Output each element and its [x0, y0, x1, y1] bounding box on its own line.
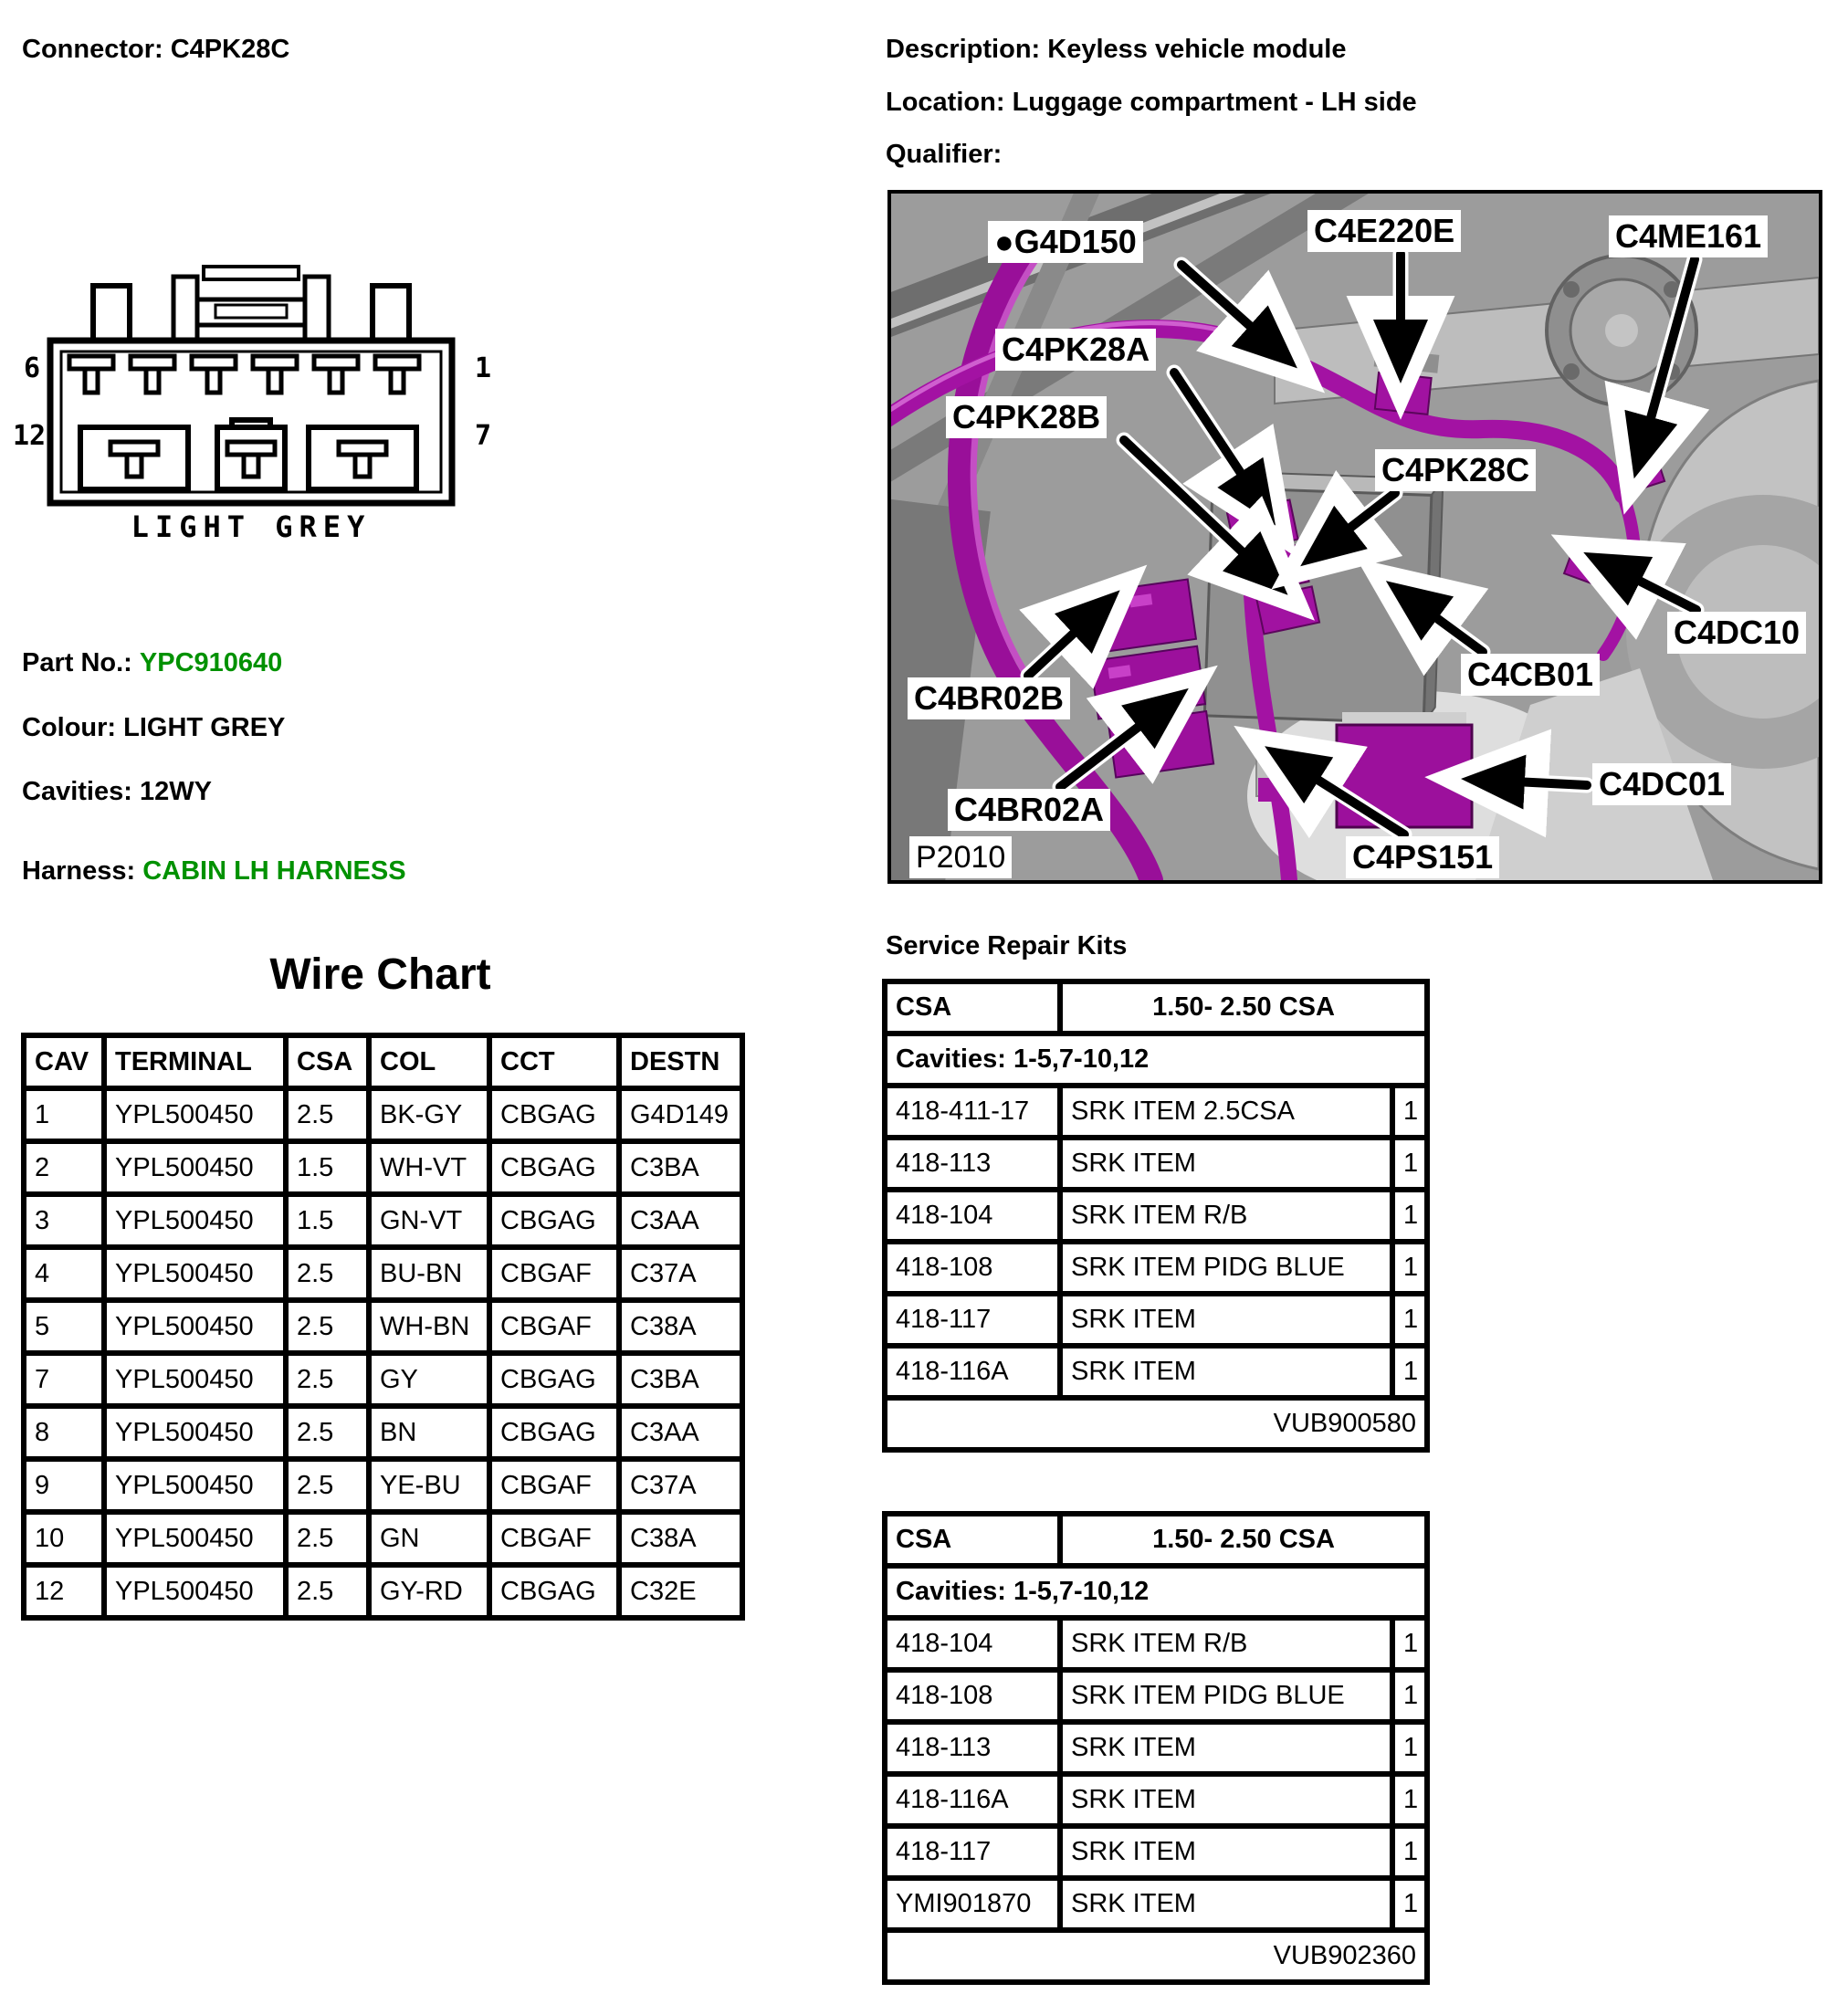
description-line: [886, 35, 1346, 65]
wire-chart-body: [24, 1088, 742, 1618]
table-cell: 1: [1392, 1774, 1427, 1826]
table-row: [885, 1826, 1427, 1878]
srk-table-1: [882, 979, 1430, 1453]
location-line: [886, 88, 1417, 118]
table-row: [24, 1194, 742, 1247]
table-cell: 1: [1392, 1722, 1427, 1774]
table-cell: CBGAG: [489, 1141, 619, 1194]
table-cell: CBGAF: [489, 1247, 619, 1300]
table-row: [885, 1774, 1427, 1826]
part-no-label: Part No.:: [22, 648, 132, 677]
table-cell: GY-RD: [369, 1565, 489, 1618]
table-cell: CBGAF: [489, 1512, 619, 1565]
table-cell: 1: [1392, 1670, 1427, 1722]
colour-value: LIGHT GREY: [123, 713, 286, 742]
table-cell: 418-108: [885, 1242, 1060, 1294]
table-cell: CBGAG: [489, 1565, 619, 1618]
table-cell: 7: [24, 1353, 104, 1406]
table-cell: G4D149: [619, 1088, 742, 1141]
harness-label: Harness:: [22, 856, 136, 886]
table-cell: CBGAG: [489, 1353, 619, 1406]
srk-kit-number-row: [885, 1930, 1427, 1982]
callout-c4dc01: C4DC01: [1592, 763, 1731, 805]
table-cell: SRK ITEM: [1060, 1826, 1392, 1878]
callout-c4br02a: C4BR02A: [948, 789, 1110, 831]
callout-c4dc10: C4DC10: [1667, 612, 1806, 654]
table-cell: 2: [24, 1141, 104, 1194]
table-cell: 3: [24, 1194, 104, 1247]
column-header: TERMINAL: [104, 1035, 286, 1088]
table-row: [24, 1247, 742, 1300]
table-cell: YPL500450: [104, 1088, 286, 1141]
table-cell: 9: [24, 1459, 104, 1512]
table-row: [24, 1088, 742, 1141]
table-cell: SRK ITEM 2.5CSA: [1060, 1086, 1392, 1138]
table-cell: WH-VT: [369, 1141, 489, 1194]
srk-csa-header: CSA: [885, 981, 1060, 1034]
table-cell: 2.5: [286, 1300, 369, 1353]
callout-c4pk28b: C4PK28B: [946, 396, 1107, 438]
table-cell: 418-113: [885, 1138, 1060, 1190]
table-cell: C38A: [619, 1512, 742, 1565]
srk-cavities: Cavities: 1-5,7-10,12: [885, 1034, 1427, 1086]
table-cell: 5: [24, 1300, 104, 1353]
column-header: CSA: [286, 1035, 369, 1088]
connector-c4ps151-part: [1256, 738, 1289, 802]
table-cell: SRK ITEM: [1060, 1878, 1392, 1930]
table-cell: 1: [1392, 1138, 1427, 1190]
table-cell: 418-116A: [885, 1346, 1060, 1398]
description-value: Keyless vehicle module: [1047, 35, 1347, 64]
qualifier-line: [886, 140, 1009, 170]
srk-kit-number: VUB902360: [885, 1930, 1427, 1982]
table-row: [24, 1406, 742, 1459]
table-cell: 1: [1392, 1294, 1427, 1346]
location-label: Location:: [886, 88, 1005, 117]
pin-number-bottom-right: 7: [475, 420, 492, 452]
callout-c4br02b: C4BR02B: [908, 677, 1070, 719]
table-cell: 2.5: [286, 1565, 369, 1618]
cavities-line: [22, 777, 212, 807]
table-cell: GN: [369, 1512, 489, 1565]
table-cell: 2.5: [286, 1459, 369, 1512]
table-cell: YPL500450: [104, 1512, 286, 1565]
table-cell: 418-116A: [885, 1774, 1060, 1826]
wire-chart-title: Wire Chart: [269, 950, 491, 999]
table-cell: C37A: [619, 1247, 742, 1300]
service-repair-kits-title: Service Repair Kits: [886, 931, 1128, 960]
cavities-label: Cavities:: [22, 777, 132, 806]
pin-number-top-right: 1: [475, 352, 492, 384]
table-cell: 418-117: [885, 1826, 1060, 1878]
harness-line: [22, 856, 406, 887]
table-cell: YPL500450: [104, 1194, 286, 1247]
harness-value: CABIN LH HARNESS: [142, 856, 406, 886]
table-cell: CBGAG: [489, 1406, 619, 1459]
table-row: [885, 1722, 1427, 1774]
table-cell: 418-108: [885, 1670, 1060, 1722]
table-row: [24, 1353, 742, 1406]
table-cell: CBGAG: [489, 1194, 619, 1247]
table-cell: BK-GY: [369, 1088, 489, 1141]
table-cell: SRK ITEM R/B: [1060, 1190, 1392, 1242]
callout-c4pk28c: C4PK28C: [1375, 449, 1536, 491]
table-cell: YPL500450: [104, 1406, 286, 1459]
srk-cavities-row: [885, 1566, 1427, 1618]
srk-kit-number: VUB900580: [885, 1398, 1427, 1450]
connector-value: C4PK28C: [170, 35, 290, 64]
column-header: COL: [369, 1035, 489, 1088]
table-cell: 2.5: [286, 1088, 369, 1141]
table-cell: YPL500450: [104, 1353, 286, 1406]
table-row: [885, 1138, 1427, 1190]
srk-items-body: [885, 1086, 1427, 1398]
srk-csa-range: 1.50- 2.50 CSA: [1060, 1514, 1427, 1566]
table-cell: 2.5: [286, 1406, 369, 1459]
table-row: [885, 1242, 1427, 1294]
table-row: [24, 1565, 742, 1618]
srk-cavities: Cavities: 1-5,7-10,12: [885, 1566, 1427, 1618]
table-cell: YPL500450: [104, 1300, 286, 1353]
table-cell: SRK ITEM: [1060, 1722, 1392, 1774]
colour-label: Colour:: [22, 713, 117, 742]
table-row: [885, 1670, 1427, 1722]
table-cell: C3AA: [619, 1194, 742, 1247]
table-cell: 10: [24, 1512, 104, 1565]
table-cell: 1.5: [286, 1194, 369, 1247]
table-row: [885, 1878, 1427, 1930]
table-cell: GN-VT: [369, 1194, 489, 1247]
pin-number-top-left: 6: [24, 352, 41, 384]
table-row: [24, 1512, 742, 1565]
column-header: CAV: [24, 1035, 104, 1088]
srk-header-row: [885, 1514, 1427, 1566]
table-cell: SRK ITEM: [1060, 1774, 1392, 1826]
table-cell: 8: [24, 1406, 104, 1459]
qualifier-label: Qualifier:: [886, 140, 1003, 169]
table-cell: 2.5: [286, 1247, 369, 1300]
table-cell: SRK ITEM PIDG BLUE: [1060, 1242, 1392, 1294]
table-cell: 1: [1392, 1086, 1427, 1138]
part-no-value: YPC910640: [139, 648, 283, 677]
table-row: [24, 1141, 742, 1194]
srk-table-2: [882, 1511, 1430, 1985]
wire-chart-header-row: [24, 1035, 742, 1088]
table-cell: 1: [24, 1088, 104, 1141]
table-row: [885, 1086, 1427, 1138]
srk-csa-header: CSA: [885, 1514, 1060, 1566]
table-cell: YPL500450: [104, 1247, 286, 1300]
description-label: Description:: [886, 35, 1041, 64]
table-row: [885, 1346, 1427, 1398]
table-cell: 1: [1392, 1242, 1427, 1294]
page-title-connector: [22, 35, 289, 65]
connector-face-diagram: [37, 263, 466, 509]
table-cell: YPL500450: [104, 1459, 286, 1512]
table-cell: CBGAF: [489, 1300, 619, 1353]
callout-c4ps151: C4PS151: [1346, 836, 1499, 878]
table-cell: 1.5: [286, 1141, 369, 1194]
table-cell: CBGAG: [489, 1088, 619, 1141]
callout-c4me161: C4ME161: [1609, 215, 1768, 257]
table-row: [24, 1300, 742, 1353]
table-cell: 2.5: [286, 1512, 369, 1565]
srk-items-body: [885, 1618, 1427, 1930]
column-header: CCT: [489, 1035, 619, 1088]
table-cell: 418-113: [885, 1722, 1060, 1774]
table-row: [885, 1618, 1427, 1670]
table-row: [24, 1459, 742, 1512]
table-cell: 4: [24, 1247, 104, 1300]
wire-chart-table: [21, 1033, 745, 1621]
table-cell: 2.5: [286, 1353, 369, 1406]
table-cell: SRK ITEM: [1060, 1138, 1392, 1190]
table-cell: 418-117: [885, 1294, 1060, 1346]
table-cell: 1: [1392, 1346, 1427, 1398]
table-cell: 418-104: [885, 1618, 1060, 1670]
callout-c4pk28a: C4PK28A: [995, 329, 1156, 371]
table-cell: BU-BN: [369, 1247, 489, 1300]
table-cell: SRK ITEM R/B: [1060, 1618, 1392, 1670]
srk-kit-number-row: [885, 1398, 1427, 1450]
callout-c4e220e: C4E220E: [1307, 210, 1461, 252]
table-cell: C3AA: [619, 1406, 742, 1459]
srk-cavities-row: [885, 1034, 1427, 1086]
table-cell: BN: [369, 1406, 489, 1459]
table-cell: 1: [1392, 1826, 1427, 1878]
srk-csa-range: 1.50- 2.50 CSA: [1060, 981, 1427, 1034]
table-cell: YPL500450: [104, 1565, 286, 1618]
table-row: [885, 1190, 1427, 1242]
table-cell: 1: [1392, 1190, 1427, 1242]
table-cell: YPL500450: [104, 1141, 286, 1194]
table-cell: 1: [1392, 1618, 1427, 1670]
table-cell: C32E: [619, 1565, 742, 1618]
table-cell: 418-411-17: [885, 1086, 1060, 1138]
table-cell: 418-104: [885, 1190, 1060, 1242]
callout-g4d150: ●G4D150: [988, 221, 1143, 263]
table-cell: SRK ITEM PIDG BLUE: [1060, 1670, 1392, 1722]
column-header: DESTN: [619, 1035, 742, 1088]
callout-c4cb01: C4CB01: [1461, 654, 1600, 696]
table-cell: C38A: [619, 1300, 742, 1353]
table-cell: WH-BN: [369, 1300, 489, 1353]
table-cell: C37A: [619, 1459, 742, 1512]
table-cell: YE-BU: [369, 1459, 489, 1512]
table-cell: C3BA: [619, 1141, 742, 1194]
table-cell: SRK ITEM: [1060, 1294, 1392, 1346]
cavities-value: 12WY: [139, 777, 212, 806]
pin-number-bottom-left: 12: [13, 420, 47, 452]
srk-header-row: [885, 981, 1427, 1034]
table-cell: SRK ITEM: [1060, 1346, 1392, 1398]
table-cell: C3BA: [619, 1353, 742, 1406]
table-cell: GY: [369, 1353, 489, 1406]
part-no-line: [22, 648, 282, 678]
table-cell: YMI901870: [885, 1878, 1060, 1930]
connector-colour-caption: LIGHT GREY: [131, 509, 372, 544]
table-cell: 1: [1392, 1878, 1427, 1930]
table-cell: 12: [24, 1565, 104, 1618]
colour-line: [22, 713, 285, 743]
connector-label: Connector:: [22, 35, 163, 64]
table-row: [885, 1294, 1427, 1346]
photo-reference-label: P2010: [909, 836, 1012, 878]
table-cell: CBGAF: [489, 1459, 619, 1512]
location-photo: [887, 190, 1822, 884]
location-value: Luggage compartment - LH side: [1012, 88, 1417, 117]
